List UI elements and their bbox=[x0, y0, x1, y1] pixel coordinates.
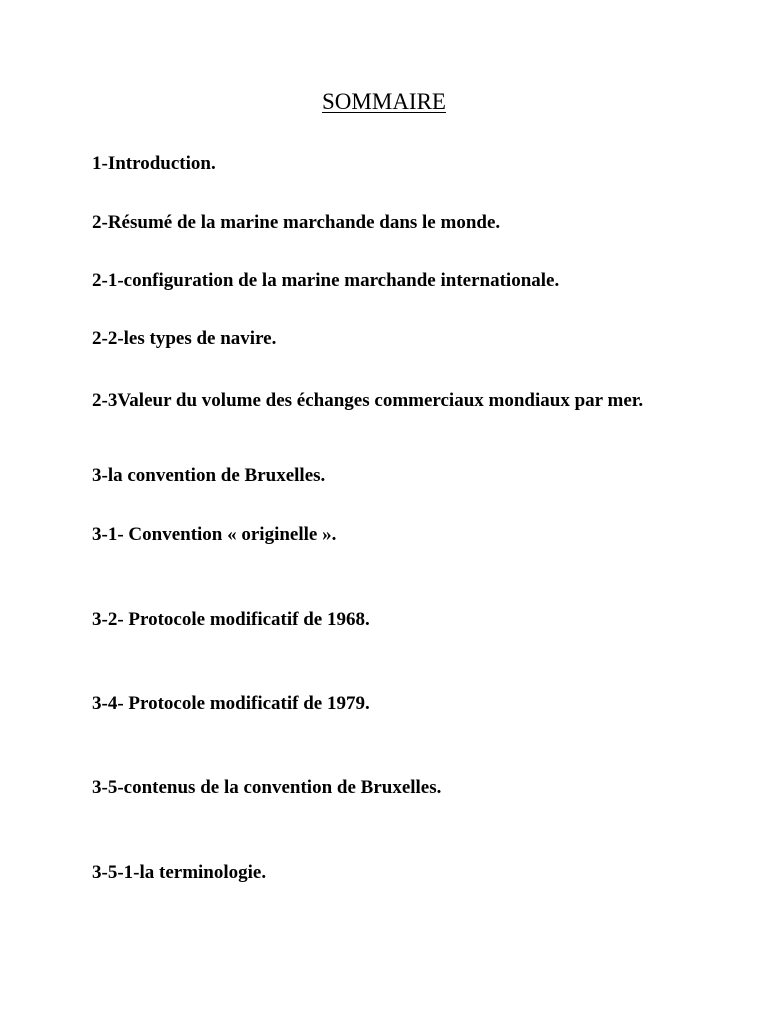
toc-entry-valeur-volume: 2-3Valeur du volume des échanges commerciaux mondiaux par mer. bbox=[92, 390, 644, 411]
toc-entry-protocole-1968: 3-2- Protocole modificatif de 1968. bbox=[92, 609, 370, 630]
toc-entry-protocole-1979: 3-4- Protocole modificatif de 1979. bbox=[92, 693, 370, 714]
toc-entry-convention-originelle: 3-1- Convention « originelle ». bbox=[92, 524, 337, 545]
page-title: SOMMAIRE bbox=[322, 89, 446, 114]
toc-entry-resume-marine-marchande: 2-Résumé de la marine marchande dans le monde. bbox=[92, 212, 501, 233]
toc-entry-terminologie: 3-5-1-la terminologie. bbox=[92, 862, 267, 883]
toc-entry-configuration: 2-1-configuration de la marine marchande internationale. bbox=[92, 270, 560, 291]
toc-entry-contenus-convention: 3-5-contenus de la convention de Bruxelles. bbox=[92, 777, 442, 798]
toc-entry-convention-bruxelles: 3-la convention de Bruxelles. bbox=[92, 465, 326, 486]
toc-entry-introduction: 1-Introduction. bbox=[92, 153, 216, 174]
toc-entry-types-navire: 2-2-les types de navire. bbox=[92, 328, 277, 349]
